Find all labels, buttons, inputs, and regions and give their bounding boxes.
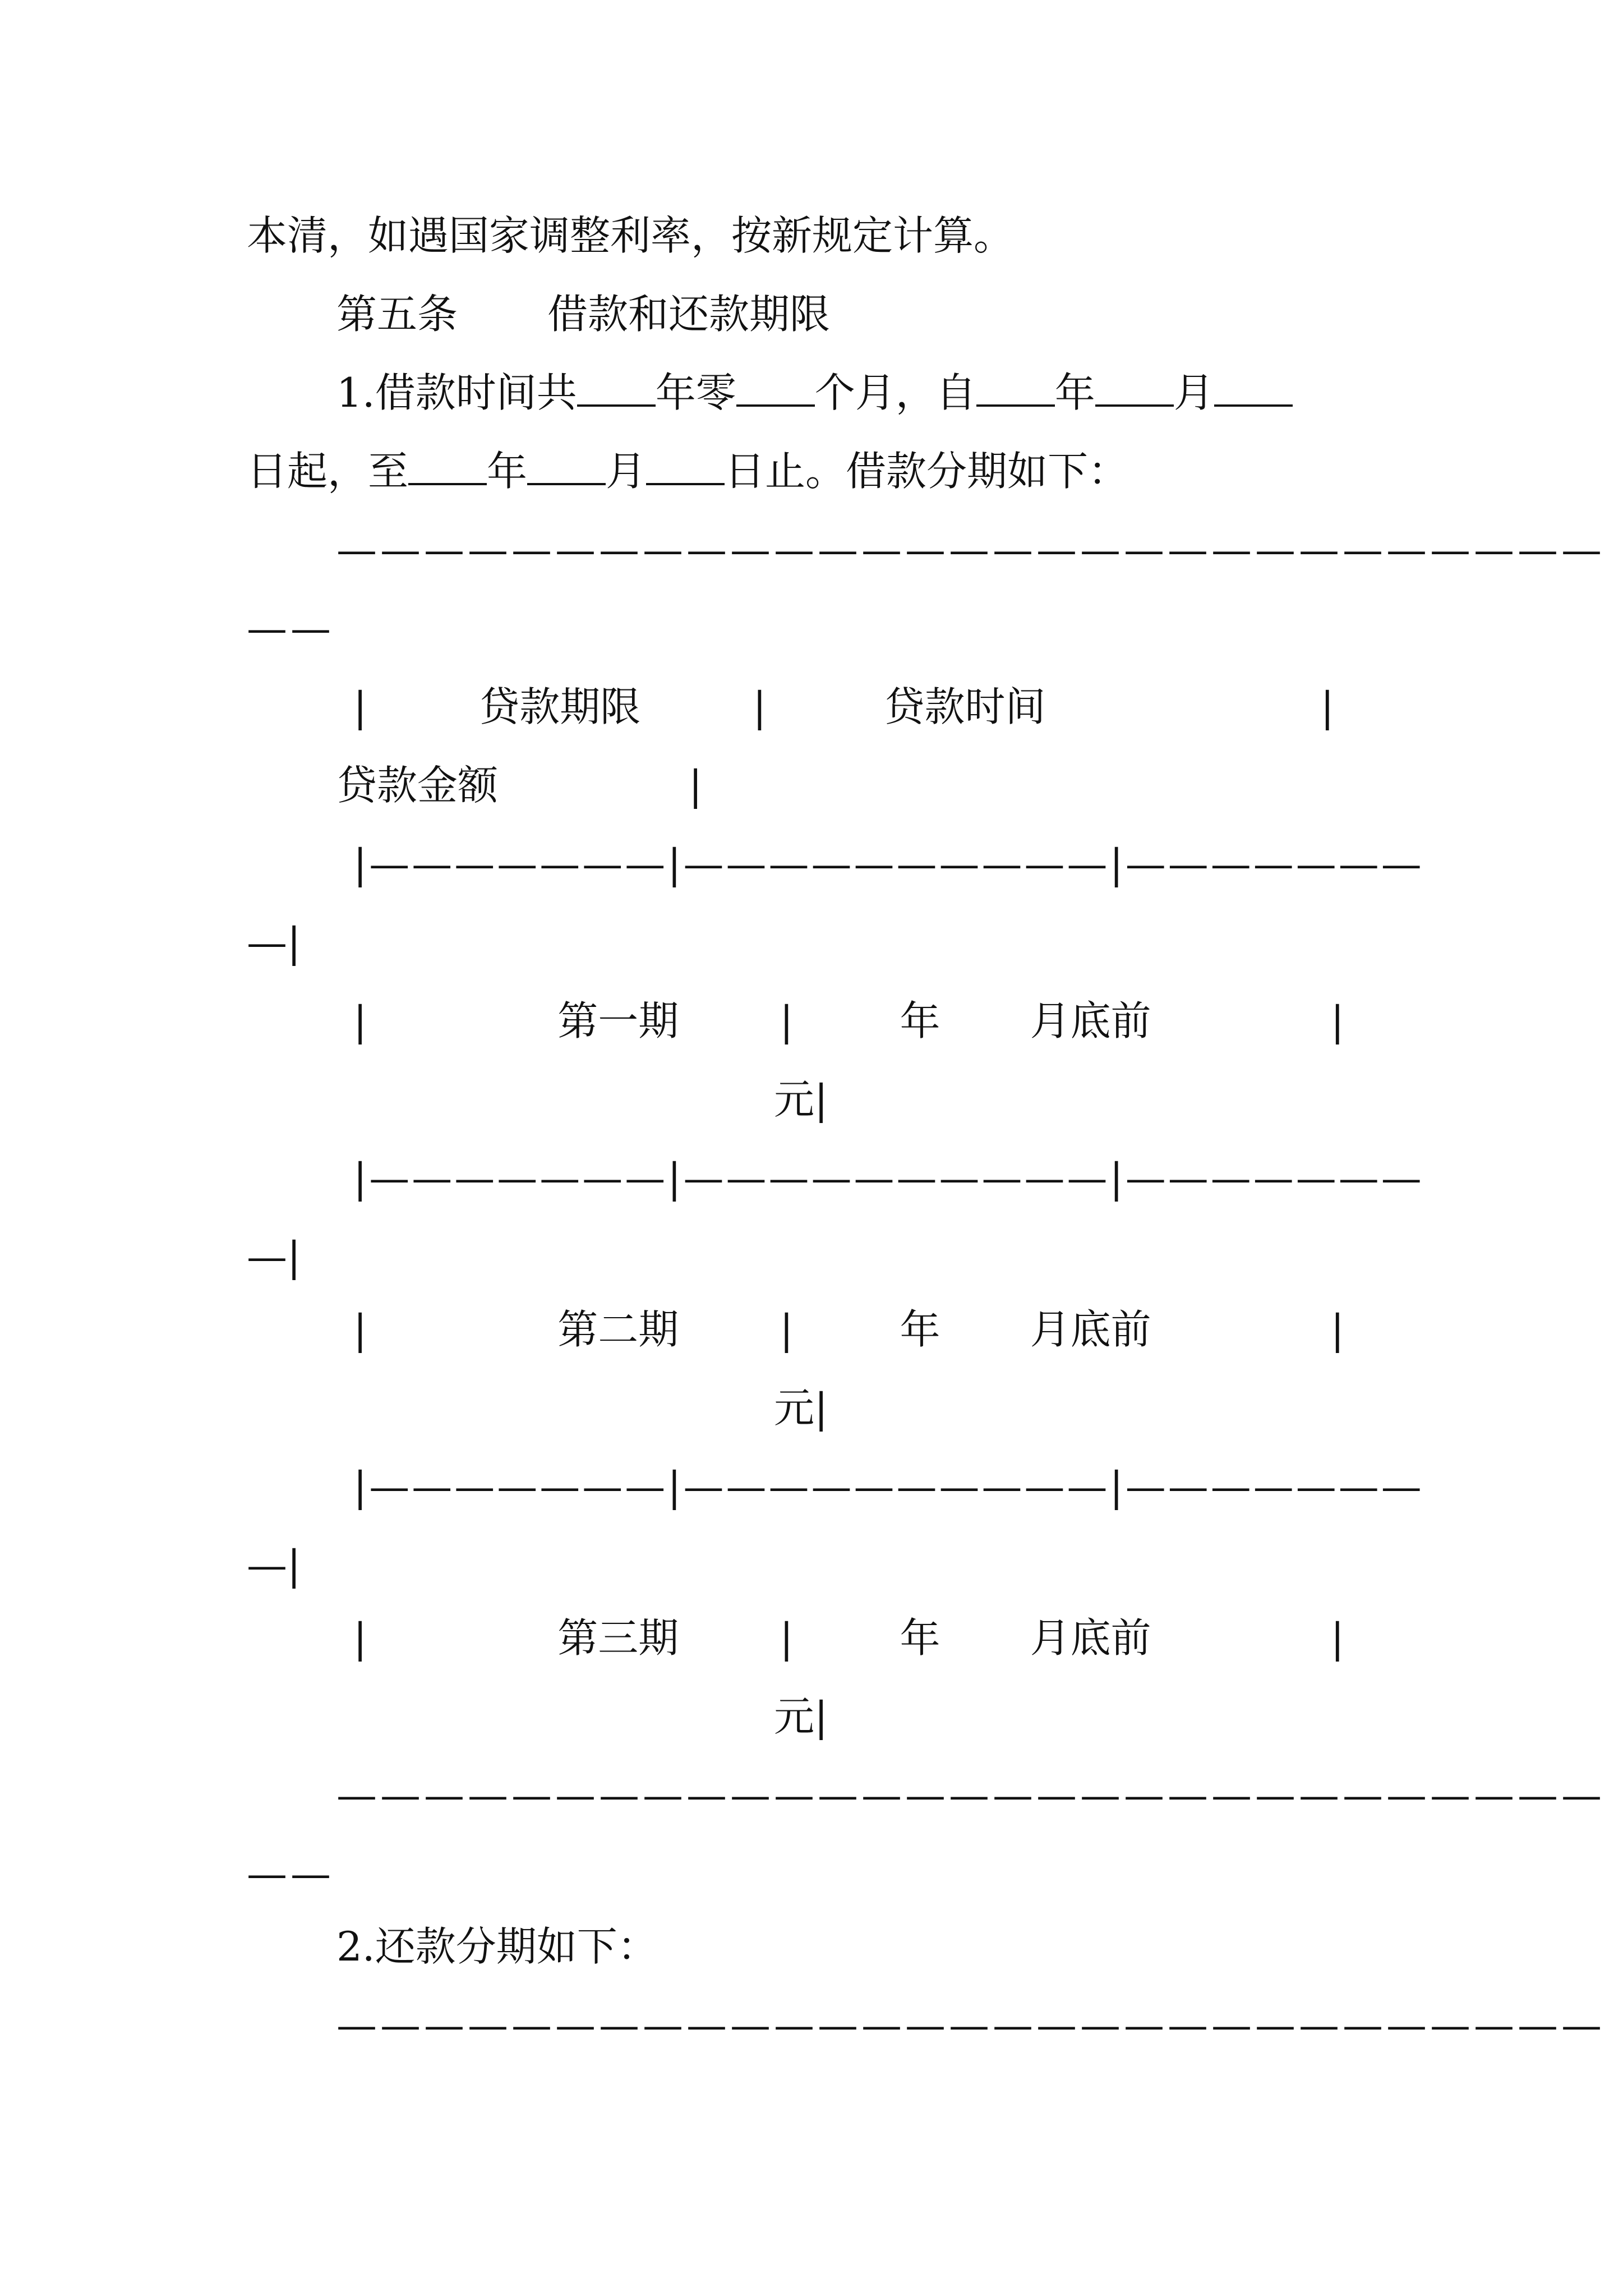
row-border: | bbox=[353, 1614, 367, 1662]
amount-label: 元| bbox=[774, 1693, 828, 1740]
table-separator: |———————|——————————|——————— bbox=[353, 840, 1424, 887]
start-day-blank bbox=[1214, 367, 1293, 407]
end-month-blank bbox=[527, 446, 606, 485]
article-number: 第五条 bbox=[336, 291, 458, 338]
table-top-rule: ————————————————————————————— bbox=[336, 526, 1605, 573]
table-row-1 bbox=[353, 993, 1344, 1049]
row-border: | bbox=[1330, 1614, 1344, 1662]
row-border: | bbox=[1330, 997, 1344, 1045]
header-border: | bbox=[689, 762, 703, 809]
period-label: 第二期 bbox=[557, 1306, 679, 1353]
start-year-blank bbox=[976, 367, 1055, 407]
loan-term-text: 1.借款时间共 bbox=[336, 369, 577, 416]
table-header-row-cont bbox=[336, 757, 702, 813]
header-border: | bbox=[753, 683, 767, 730]
row-border: | bbox=[1330, 1306, 1344, 1353]
row-border: | bbox=[780, 1306, 794, 1353]
months-blank bbox=[736, 367, 815, 407]
article-heading bbox=[336, 286, 830, 342]
end-day-blank bbox=[646, 446, 725, 485]
header-loan-amount: 贷款金额 bbox=[336, 762, 499, 809]
month-end-label: 月底前 bbox=[1030, 1306, 1151, 1353]
header-loan-time: 贷款时间 bbox=[884, 683, 1046, 730]
table-row-3 bbox=[353, 1610, 1344, 1666]
year-label: 年 bbox=[900, 1614, 940, 1662]
table-header-row bbox=[353, 679, 1334, 735]
paragraph-line-1: 本清，如遇国家调整利率，按新规定计算。 bbox=[247, 212, 1015, 259]
start-month-blank bbox=[1095, 367, 1174, 407]
loan-term-line-2 bbox=[247, 443, 1128, 499]
table-bottom-rule-tail: —— bbox=[247, 1850, 334, 1897]
start-year-label: 年 bbox=[1054, 369, 1095, 416]
table-separator-tail: —| bbox=[247, 1233, 301, 1280]
end-month-label: 月 bbox=[606, 448, 647, 495]
start-month-label: 月 bbox=[1173, 369, 1214, 416]
row-border: | bbox=[780, 997, 794, 1045]
amount-label: 元| bbox=[774, 1384, 828, 1432]
start-day-label: 日起，至 bbox=[247, 448, 409, 495]
year-label: 年 bbox=[900, 1306, 940, 1353]
row-border: | bbox=[353, 997, 367, 1045]
end-year-label: 年 bbox=[487, 448, 528, 495]
table-top-rule-tail: —— bbox=[247, 605, 334, 652]
row-border: | bbox=[353, 1306, 367, 1353]
period-label: 第三期 bbox=[557, 1614, 679, 1662]
years-label: 年零 bbox=[655, 369, 736, 416]
article-title: 借款和还款期限 bbox=[547, 291, 831, 338]
table-bottom-rule: ————————————————————————————— bbox=[336, 1772, 1605, 1819]
month-end-label: 月底前 bbox=[1030, 997, 1151, 1045]
end-year-blank bbox=[408, 446, 487, 485]
month-end-label: 月底前 bbox=[1030, 1614, 1151, 1662]
table-separator: |———————|——————————|——————— bbox=[353, 1154, 1424, 1202]
table-separator-tail: —| bbox=[247, 919, 301, 966]
header-border: | bbox=[353, 683, 367, 730]
period-label: 第一期 bbox=[557, 997, 679, 1045]
years-blank bbox=[577, 367, 656, 407]
loan-term-line bbox=[336, 365, 1293, 421]
year-label: 年 bbox=[900, 997, 940, 1045]
repayment-intro: 2.还款分期如下： bbox=[336, 1923, 658, 1970]
table-row-2 bbox=[353, 1301, 1344, 1358]
table-separator: |———————|——————————|——————— bbox=[353, 1463, 1424, 1510]
header-border: | bbox=[1320, 683, 1334, 730]
installment-intro: 日止。借款分期如下： bbox=[725, 448, 1129, 495]
row-border: | bbox=[780, 1614, 794, 1662]
table-separator-tail: —| bbox=[247, 1542, 301, 1589]
amount-label: 元| bbox=[774, 1076, 828, 1123]
header-loan-period: 贷款期限 bbox=[479, 683, 641, 730]
repayment-table-top-rule: ————————————————————————————— bbox=[336, 2001, 1605, 2049]
months-label: 个月，自 bbox=[814, 369, 976, 416]
